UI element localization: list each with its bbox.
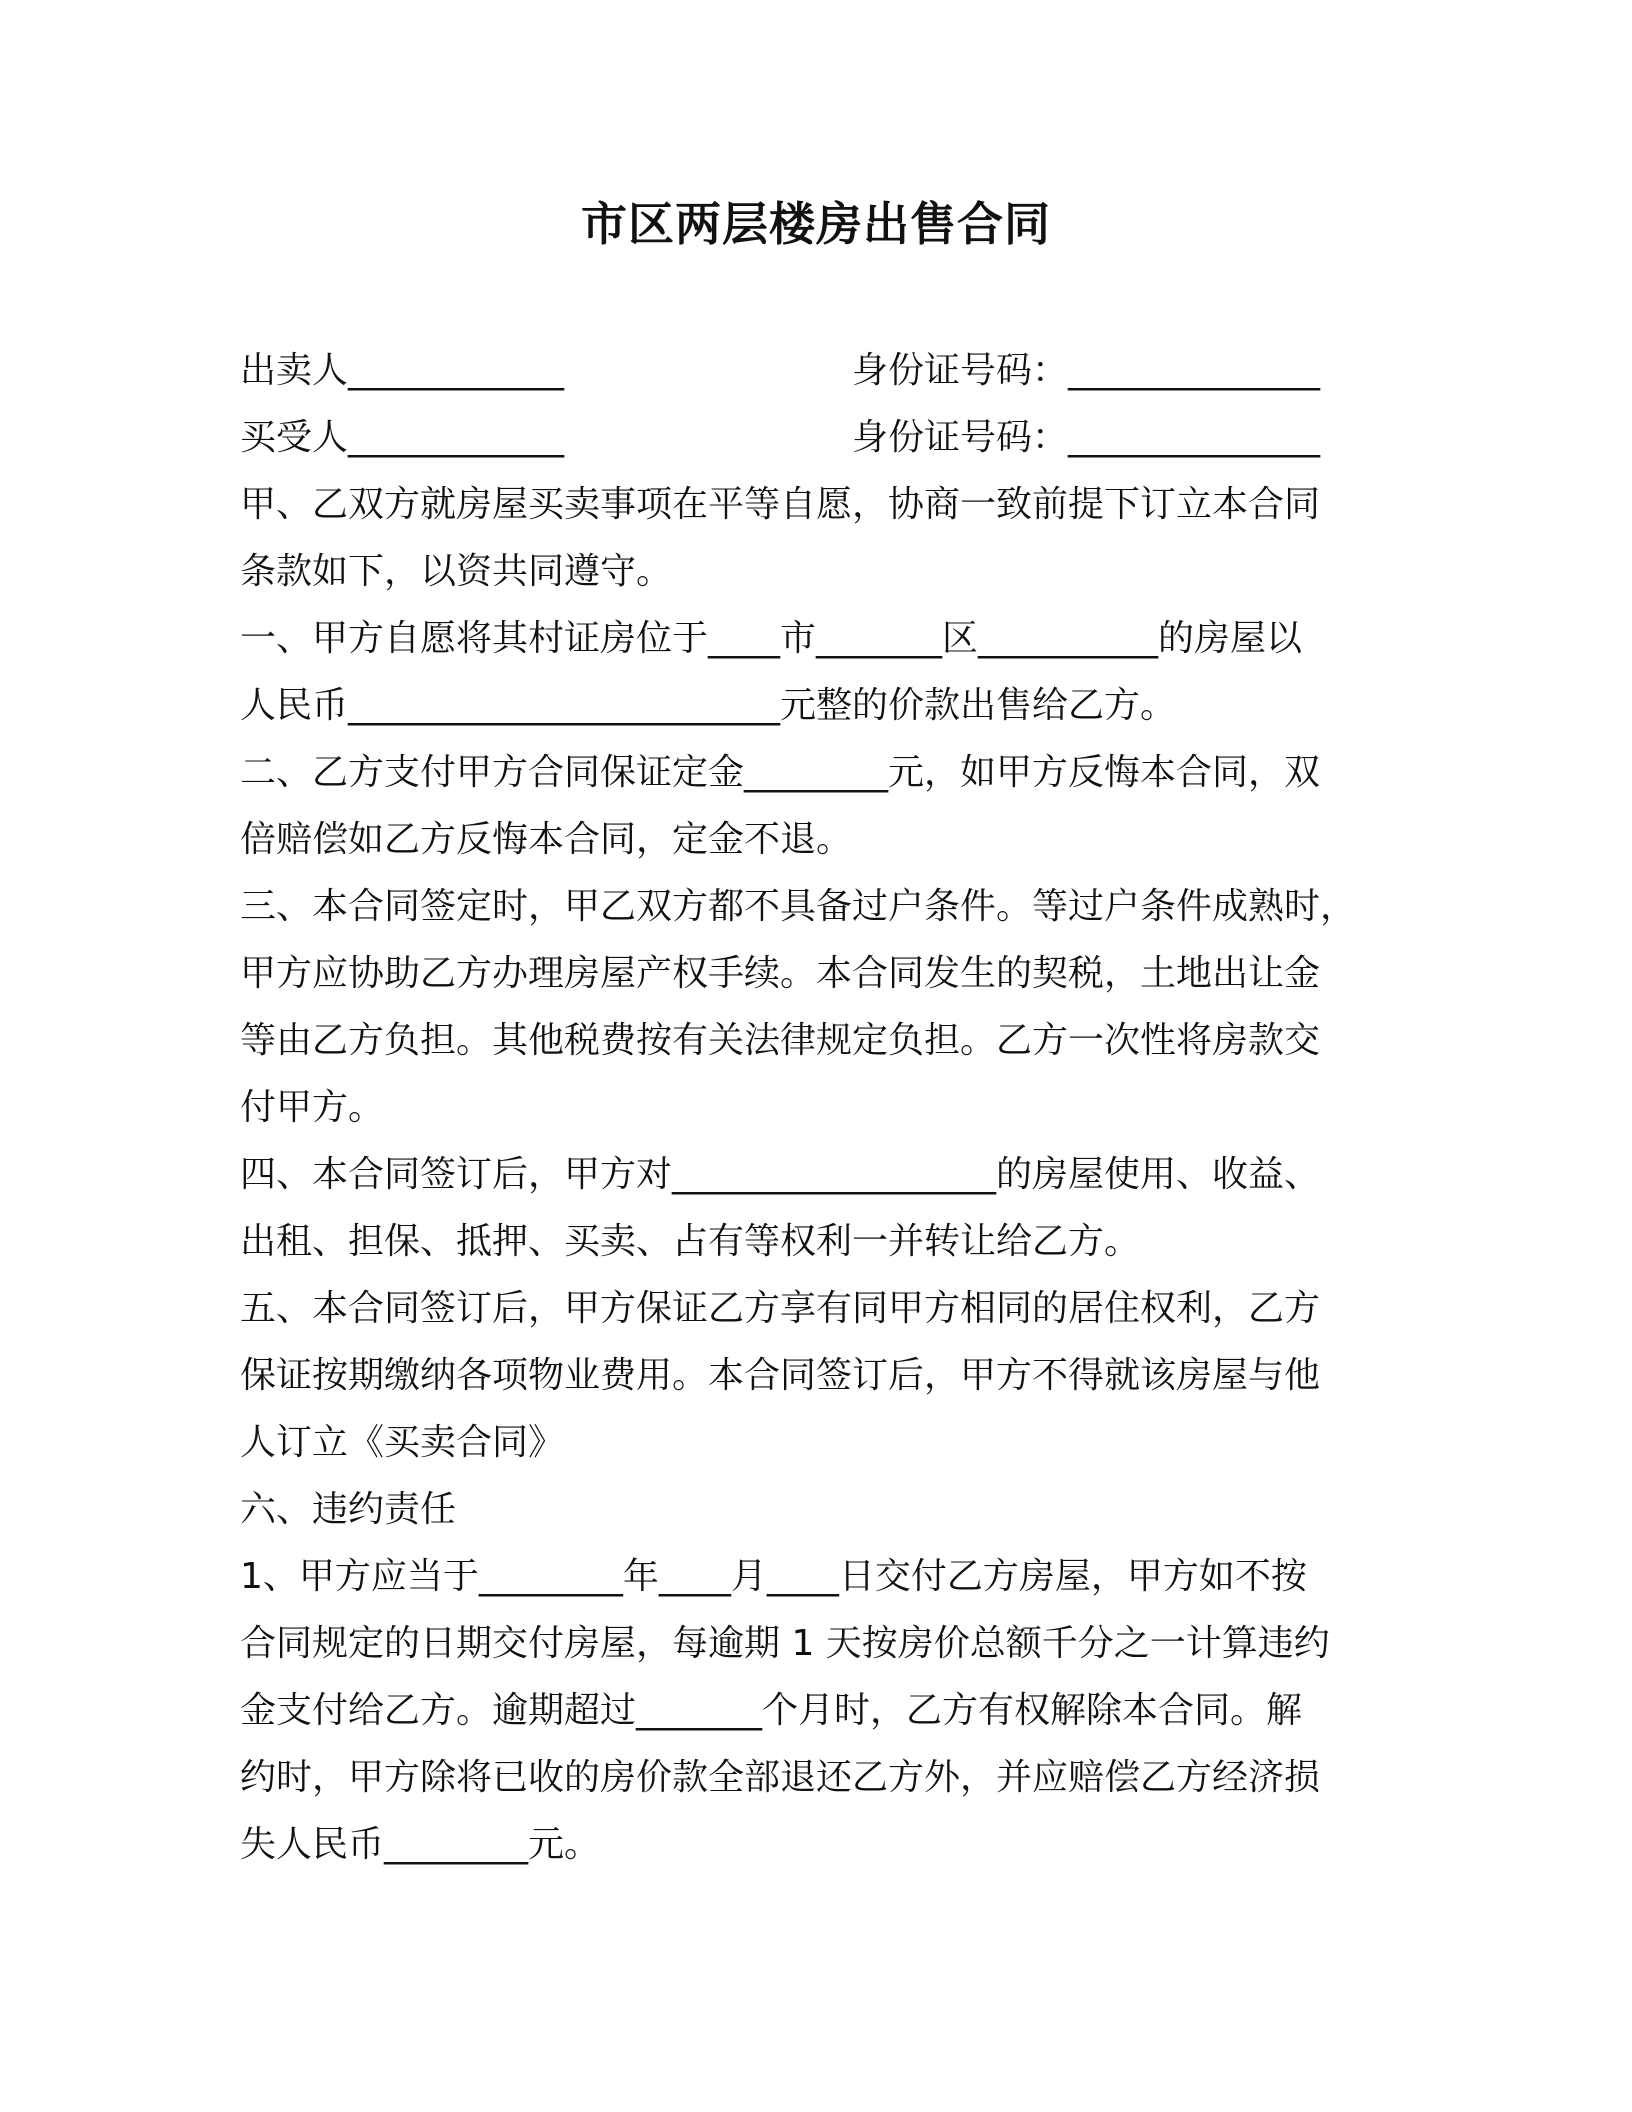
text-line: 二、乙方支付甲方合同保证定金________元，如甲方反悔本合同，双 (240, 752, 1321, 793)
clause-5 (240, 1275, 1410, 1476)
text-line: 出租、担保、抵押、买卖、占有等权利一并转让给乙方。 (240, 1221, 1141, 1262)
text-line: 三、本合同签定时，甲乙双方都不具备过户条件。等过户条件成熟时， (240, 886, 1357, 927)
clause-4 (240, 1141, 1410, 1275)
text-line: 1、甲方应当于________年____月____日交付乙方房屋，甲方如不按 (240, 1556, 1307, 1597)
text-line: 合同规定的日期交付房屋，每逾期 1 天按房价总额千分之一计算违约 (240, 1623, 1330, 1664)
text-line: 付甲方。 (240, 1087, 385, 1128)
intro-paragraph (240, 471, 1410, 605)
document-title: 市区两层楼房出售合同 (581, 197, 1051, 251)
seller-id-label: 身份证号码：______________ (852, 350, 1321, 391)
section-heading: 六、违约责任 (240, 1489, 457, 1530)
text-line: 四、本合同签订后，甲方对__________________的房屋使用、收益、 (240, 1154, 1321, 1195)
text-line: 保证按期缴纳各项物业费用。本合同签订后，甲方不得就该房屋与他 (240, 1355, 1321, 1396)
text-line: 倍赔偿如乙方反悔本合同，定金不退。 (240, 819, 853, 860)
clause-1 (240, 605, 1410, 739)
text-line: 五、本合同签订后，甲方保证乙方享有同甲方相同的居住权利，乙方 (240, 1288, 1321, 1329)
clause-6-heading (240, 1476, 1410, 1543)
document-body (240, 337, 1410, 1878)
text-line: 条款如下，以资共同遵守。 (240, 551, 673, 592)
clause-2 (240, 739, 1410, 873)
buyer-id-label: 身份证号码：______________ (852, 417, 1321, 458)
buyer-row (240, 404, 1410, 471)
text-line: 等由乙方负担。其他税费按有关法律规定负担。乙方一次性将房款交 (240, 1020, 1321, 1061)
seller-row (240, 337, 1410, 404)
seller-label: 出卖人____________ (240, 350, 565, 391)
text-line: 约时，甲方除将已收的房价款全部退还乙方外，并应赔偿乙方经济损 (240, 1757, 1321, 1798)
text-line: 人民币________________________元整的价款出售给乙方。 (240, 685, 1177, 726)
text-line: 金支付给乙方。逾期超过_______个月时，乙方有权解除本合同。解 (240, 1690, 1303, 1731)
clause-6-1 (240, 1543, 1410, 1878)
clause-3 (240, 873, 1410, 1141)
text-line: 一、甲方自愿将其村证房位于____市_______区__________的房屋以 (240, 618, 1303, 659)
text-line: 失人民币________元。 (240, 1824, 601, 1865)
text-line: 甲方应协助乙方办理房屋产权手续。本合同发生的契税，土地出让金 (240, 953, 1321, 994)
text-line: 人订立《买卖合同》 (240, 1422, 565, 1463)
buyer-label: 买受人____________ (240, 417, 565, 458)
text-line: 甲、乙双方就房屋买卖事项在平等自愿，协商一致前提下订立本合同 (240, 484, 1321, 525)
